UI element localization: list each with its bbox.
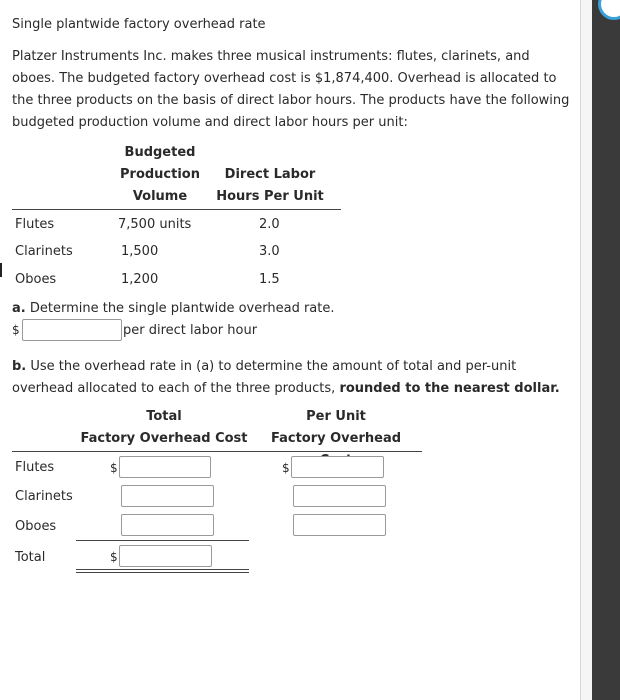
problem-intro: Platzer Instruments Inc. makes three musical instruments: flutes, clarinets, and oboes. The budgeted factory overhead cost is $1,874,400. Overhead is allocated to the three products on the basis of direct labor hours. The products have the following budgeted production volume and direct labor hours per unit: bbox=[12, 49, 570, 130]
b-flutes-unit-dollar: $ bbox=[282, 461, 290, 475]
part-b-label: b. bbox=[12, 359, 27, 374]
part-a-label: a. bbox=[12, 301, 26, 316]
part-b-question bbox=[12, 356, 572, 400]
row-flutes-name: Flutes bbox=[15, 217, 55, 232]
clarinets-unit-input[interactable] bbox=[293, 485, 386, 507]
row-clarinets-name: Clarinets bbox=[15, 244, 73, 259]
b-row-clarinets-name: Clarinets bbox=[15, 489, 73, 504]
row-clarinets-volume: 1,500 bbox=[121, 244, 159, 259]
b-row-oboes-name: Oboes bbox=[15, 519, 57, 534]
per-unit-header-line1: Per Unit bbox=[306, 409, 366, 424]
right-side-panel bbox=[592, 0, 620, 700]
total-cost-header bbox=[78, 406, 250, 450]
grand-total-input[interactable] bbox=[119, 545, 212, 567]
page-title: Single plantwide factory overhead rate bbox=[12, 17, 266, 32]
b-row-flutes-name: Flutes bbox=[15, 460, 55, 475]
per-unit-header-line2: Factory Overhead bbox=[270, 431, 402, 446]
volume-header bbox=[100, 142, 220, 208]
part-a-unit: per direct labor hour bbox=[123, 323, 258, 338]
row-flutes-hours: 2.0 bbox=[259, 217, 280, 232]
row-flutes-volume: 7,500 units bbox=[118, 217, 192, 232]
overhead-rate-input[interactable] bbox=[22, 319, 122, 341]
row-clarinets-hours: 3.0 bbox=[259, 244, 280, 259]
total-subtotal-rule bbox=[76, 540, 249, 541]
part-b-bold-text: rounded to the nearest dollar. bbox=[339, 381, 560, 396]
part-a-text: Determine the single plantwide overhead rate. bbox=[29, 301, 335, 316]
total-cost-header-line1: Total bbox=[146, 409, 182, 424]
flutes-unit-input[interactable] bbox=[291, 456, 384, 478]
part-b-text: Use the overhead rate in (a) to determine the amount of total and per-unit overhead allocated to each of the three products, bbox=[12, 359, 517, 396]
total-double-rule-2 bbox=[76, 572, 249, 573]
row-oboes-name: Oboes bbox=[15, 272, 57, 287]
b-flutes-total-dollar: $ bbox=[110, 461, 118, 475]
row-oboes-volume: 1,200 bbox=[121, 272, 159, 287]
volume-header-line2: Production bbox=[120, 167, 200, 182]
part-a-question bbox=[12, 301, 335, 316]
table2-header-rule bbox=[12, 451, 422, 452]
b-row-total-name: Total bbox=[15, 550, 46, 565]
hours-header-line1: Direct Labor bbox=[224, 167, 316, 182]
volume-header-line3: Volume bbox=[132, 189, 188, 204]
table1-header-rule bbox=[12, 209, 341, 210]
oboes-total-input[interactable] bbox=[121, 514, 214, 536]
oboes-unit-input[interactable] bbox=[293, 514, 386, 536]
row-oboes-hours: 1.5 bbox=[259, 272, 280, 287]
total-cost-header-line2: Factory Overhead Cost bbox=[80, 431, 248, 446]
left-edge-mark bbox=[0, 263, 2, 277]
clarinets-total-input[interactable] bbox=[121, 485, 214, 507]
total-double-rule-1 bbox=[76, 569, 249, 570]
hours-header bbox=[210, 164, 330, 208]
volume-header-line1: Budgeted bbox=[124, 145, 196, 160]
b-total-dollar: $ bbox=[110, 550, 118, 564]
flutes-total-input[interactable] bbox=[119, 456, 211, 478]
part-a-dollar: $ bbox=[12, 323, 20, 337]
hours-header-line2: Hours Per Unit bbox=[216, 189, 324, 204]
